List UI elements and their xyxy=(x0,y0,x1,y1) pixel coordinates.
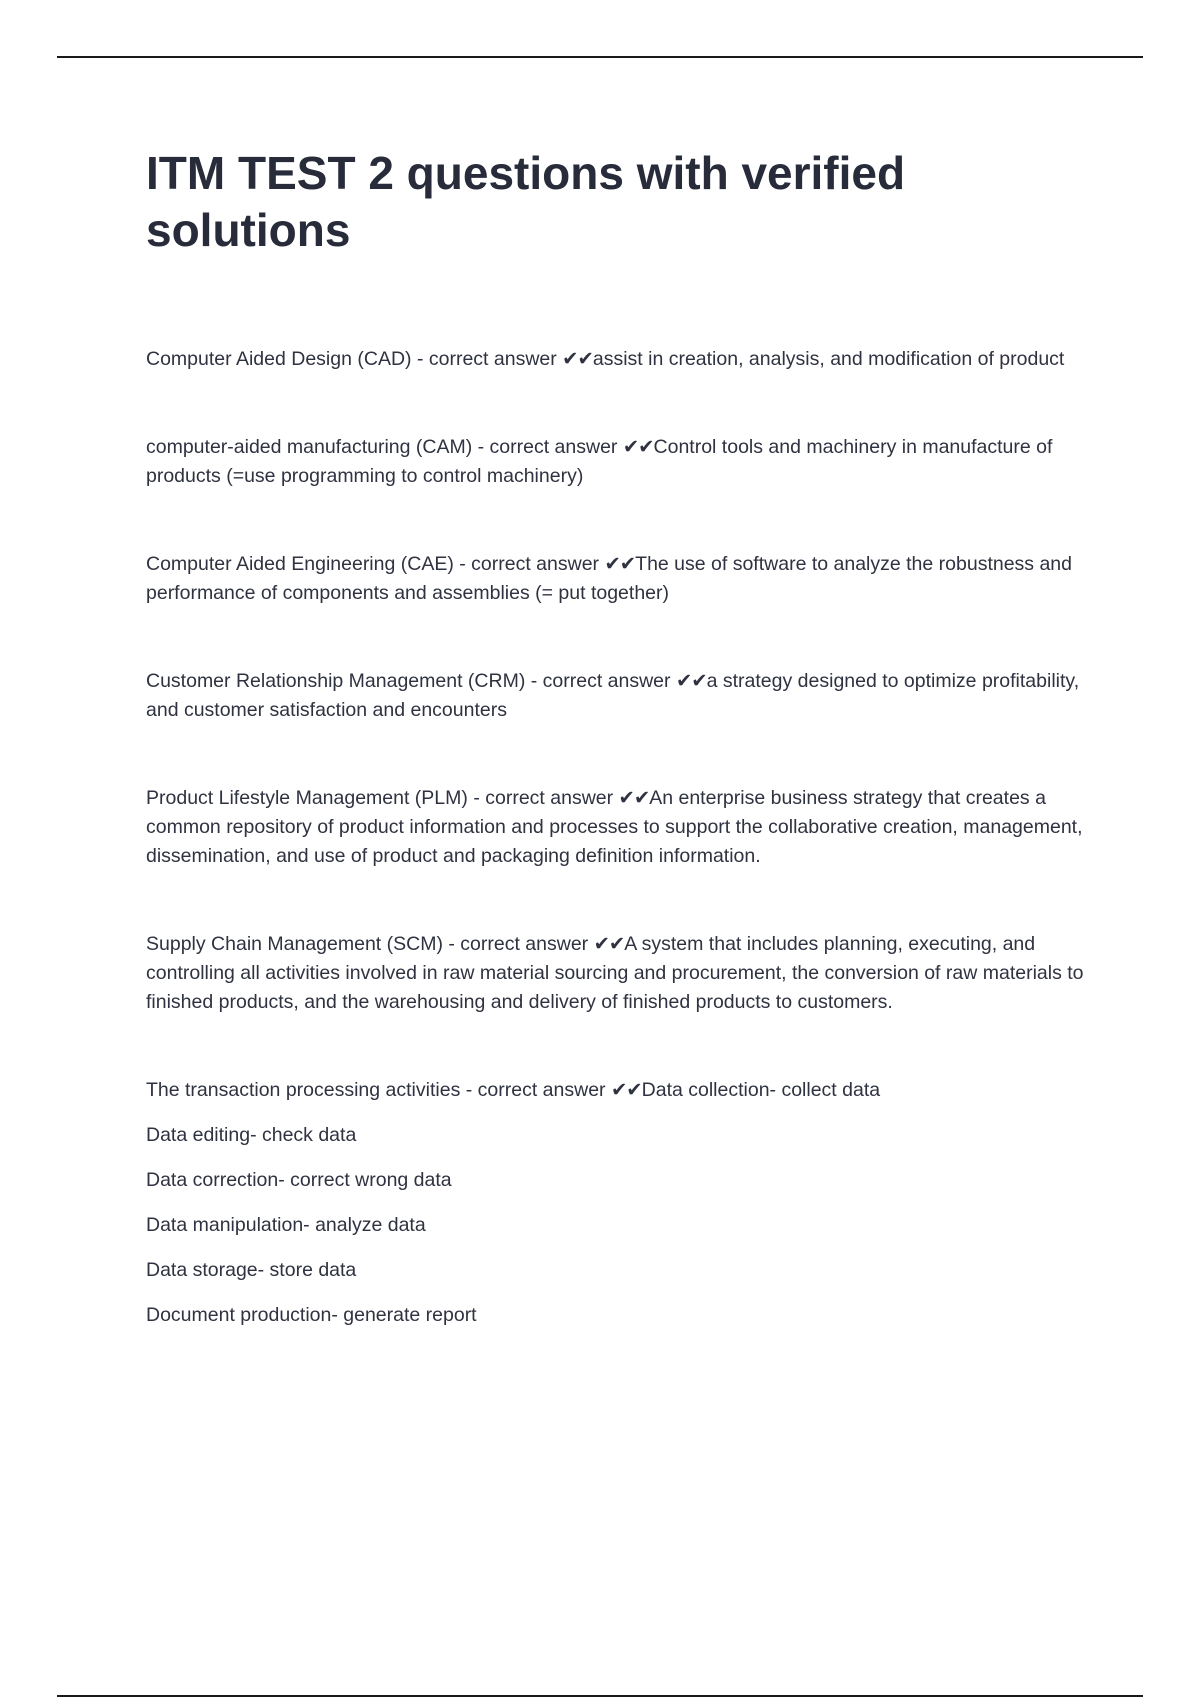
qa-separator: - correct answer xyxy=(411,348,563,370)
qa-answer: assist in creation, analysis, and modification of product xyxy=(592,348,1065,370)
qa-term: computer-aided manufacturing (CAM) xyxy=(146,436,473,458)
qa-answer: Control tools and machinery in manufacture of products (=use programming to control machinery) xyxy=(146,436,1053,487)
qa-item xyxy=(146,784,1086,871)
qa-term: Supply Chain Management (SCM) xyxy=(146,933,443,955)
qa-list xyxy=(146,345,1086,1330)
qa-answer: An enterprise business strategy that creates a common repository of product information and processes to support the collaborative creation, management, dissemination, and use of product and packaging definition information. xyxy=(146,787,1083,867)
double-check-icon: ✔✔ xyxy=(604,553,636,575)
qa-item xyxy=(146,667,1086,725)
list-item: Document production- generate report xyxy=(146,1304,477,1326)
double-check-icon: ✔✔ xyxy=(618,787,650,809)
list-item: Data manipulation- analyze data xyxy=(146,1214,426,1236)
qa-separator: - correct answer xyxy=(453,553,605,575)
qa-term: Computer Aided Engineering (CAE) xyxy=(146,553,454,575)
double-check-icon: ✔✔ xyxy=(675,670,707,692)
double-check-icon: ✔✔ xyxy=(562,348,593,370)
qa-answer: The use of software to analyze the robustness and performance of components and assemblies (= put together) xyxy=(146,553,1073,604)
transaction-activities-list xyxy=(146,1121,1086,1330)
list-item: Data correction- correct wrong data xyxy=(146,1169,452,1191)
qa-first-line xyxy=(146,1076,1086,1105)
list-item: Data storage- store data xyxy=(146,1259,357,1281)
qa-term: Computer Aided Design (CAD) xyxy=(146,348,412,370)
double-check-icon: ✔✔ xyxy=(622,436,654,458)
qa-separator: - correct answer xyxy=(472,436,623,458)
qa-term: Product Lifestyle Management (PLM) xyxy=(146,787,468,809)
qa-item xyxy=(146,345,1086,374)
list-item: Data editing- check data xyxy=(146,1124,357,1146)
qa-item xyxy=(146,550,1086,608)
qa-answer: A system that includes planning, executing, and controlling all activities involved in raw material sourcing and procurement, the conversion of raw materials to finished products, and the warehousing and delivery of finished products to customers. xyxy=(146,933,1084,1013)
qa-item xyxy=(146,433,1086,491)
qa-separator: - correct answer xyxy=(442,933,594,955)
qa-separator: - correct answer xyxy=(525,670,676,692)
bottom-rule xyxy=(57,1695,1143,1697)
document-title: ITM TEST 2 questions with verified solutions xyxy=(146,147,906,256)
double-check-icon: ✔✔ xyxy=(610,1079,642,1101)
qa-item xyxy=(146,930,1086,1017)
qa-item xyxy=(146,1076,1086,1330)
qa-term: Customer Relationship Management (CRM) xyxy=(146,670,526,692)
qa-term: The transaction processing activities xyxy=(146,1079,461,1101)
qa-answer: Data collection- collect data xyxy=(641,1079,881,1101)
top-rule xyxy=(57,56,1143,58)
qa-answer: a strategy designed to optimize profitability, and customer satisfaction and encounters xyxy=(146,670,1080,721)
qa-separator: - correct answer xyxy=(467,787,619,809)
qa-separator: - correct answer xyxy=(460,1079,611,1101)
double-check-icon: ✔✔ xyxy=(593,933,625,955)
